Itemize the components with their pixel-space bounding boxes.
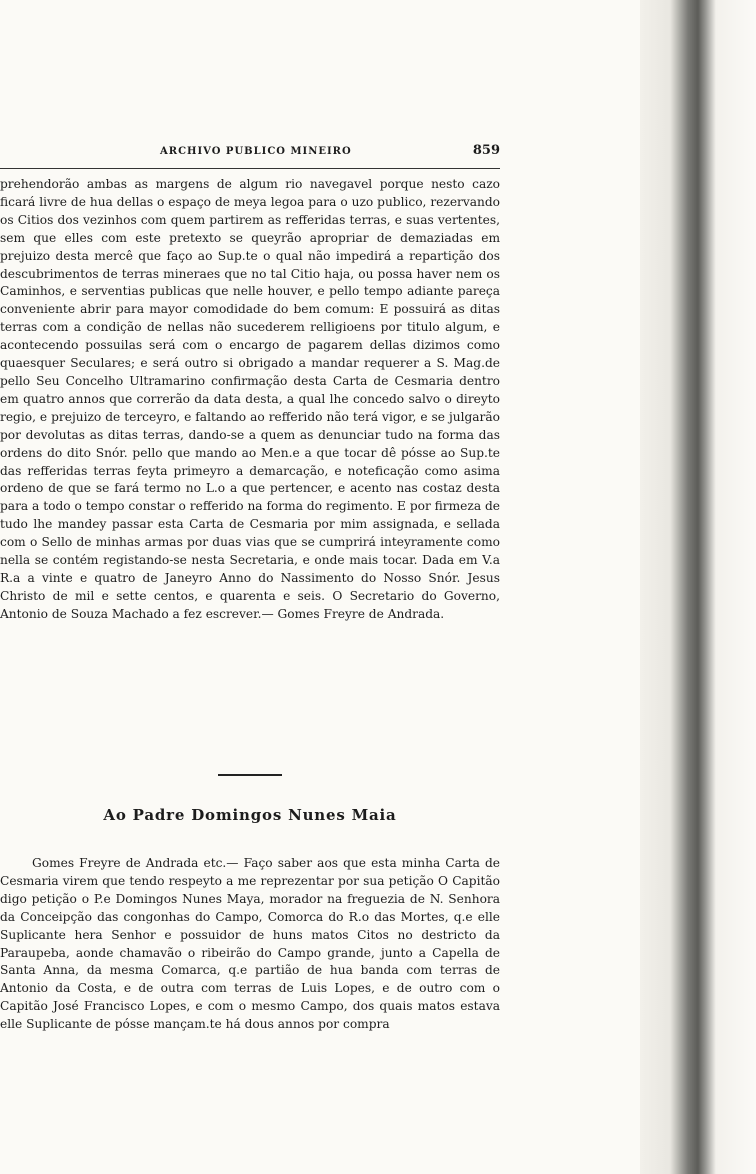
- page-header: [0, 143, 500, 164]
- body-paragraph-1: prehendorão ambas as margens de algum rio navegavel porque nesto cazo ficará livre de hua dellas o espaço de meya legoa para o uzo publico, rezervando os Citios dos vezinhos com quem partirem as refferidas terras, e suas vertentes, sem que elles com este pretexto se queyrão apropriar de demaziadas em prejuizo desta mercê que faço ao Sup.te o qual não impedirá a repartição dos descubrimentos de terras mineraes que no tal Citio haja, ou possa haver nem os Caminhos, e serventias publicas que nelle houver, e pello tempo adiante pareça conveniente abrir para mayor comodidade do bem comum: E possuirá as ditas terras com a condição de nellas não sucederem relligioens por titulo algum, e acontecendo possuilas será com o encargo de pagarem dellas dizimos como quaesquer Seculares; e será outro si obrigado a mandar requerer a S. Mag.de pello Seu Concelho Ultramarino confirmação desta Carta de Cesmaria dentro em quatro annos que correrão da data desta, a qual lhe concedo salvo o direyto regio, e prejuizo de terceyro, e faltando ao refferido não terá vigor, e se julgarão por devolutas as ditas terras, dando-se a quem as denunciar tudo na forma das ordens do dito Snór. pello que mando ao Men.e a que tocar dê pósse ao Sup.te das refferidas terras feyta primeyro a demarcação, e noteficação como asima ordeno de que se fará termo no L.o a que pertencer, e acento nas costaz desta para a todo o tempo constar o refferido na forma do regimento. E por firmeza de tudo lhe mandey passar esta Carta de Cesmaria por mim assignada, e sellada com o Sello de minhas armas por duas vias que se cumprirá inteyramente como nella se contém registando-se nesta Secretaria, e onde mais tocar. Dada em V.a R.a a vinte e quatro de Janeyro Anno do Nassimento do Nosso Snór. Jesus Christo de mil e sette centos, e quarenta e seis. O Secretario do Governo, Antonio de Souza Machado a fez escrever.— Gomes Freyre de Andrada.: [0, 177, 500, 621]
- header-rule: [0, 168, 500, 169]
- body-paragraph-2: Gomes Freyre de Andrada etc.— Faço saber aos que esta minha Carta de Cesmaria virem que tendo respeyto a me reprezentar por sua petição O Capitão digo petição o P.e Domingos Nunes Maya, morador na freguezia de N. Senhora da Conceipção das congonhas do Campo, Comorca do R.o das Mortes, q.e elle Suplicante hera Senhor e possuidor de huns matos Citos no destricto da Paraupeba, aonde chamavão o ribeirão do Campo grande, junto a Capella de Santa Anna, da mesma Comarca, q.e partião de hua banda com terras de Antonio da Costa, e de outra com terras de Luis Lopes, e de outro com o Capitão José Francisco Lopes, e com o mesmo Campo, dos quais matos estava elle Suplicante de pósse mançam.te há dous annos por compra: [0, 856, 500, 1032]
- section-separator: [218, 774, 282, 776]
- section-title: Ao Padre Domingos Nunes Maia: [103, 806, 397, 824]
- book-gutter: [640, 0, 756, 1174]
- page-number: 859: [472, 143, 500, 158]
- running-head: ARCHIVO PUBLICO MINEIRO: [160, 146, 352, 157]
